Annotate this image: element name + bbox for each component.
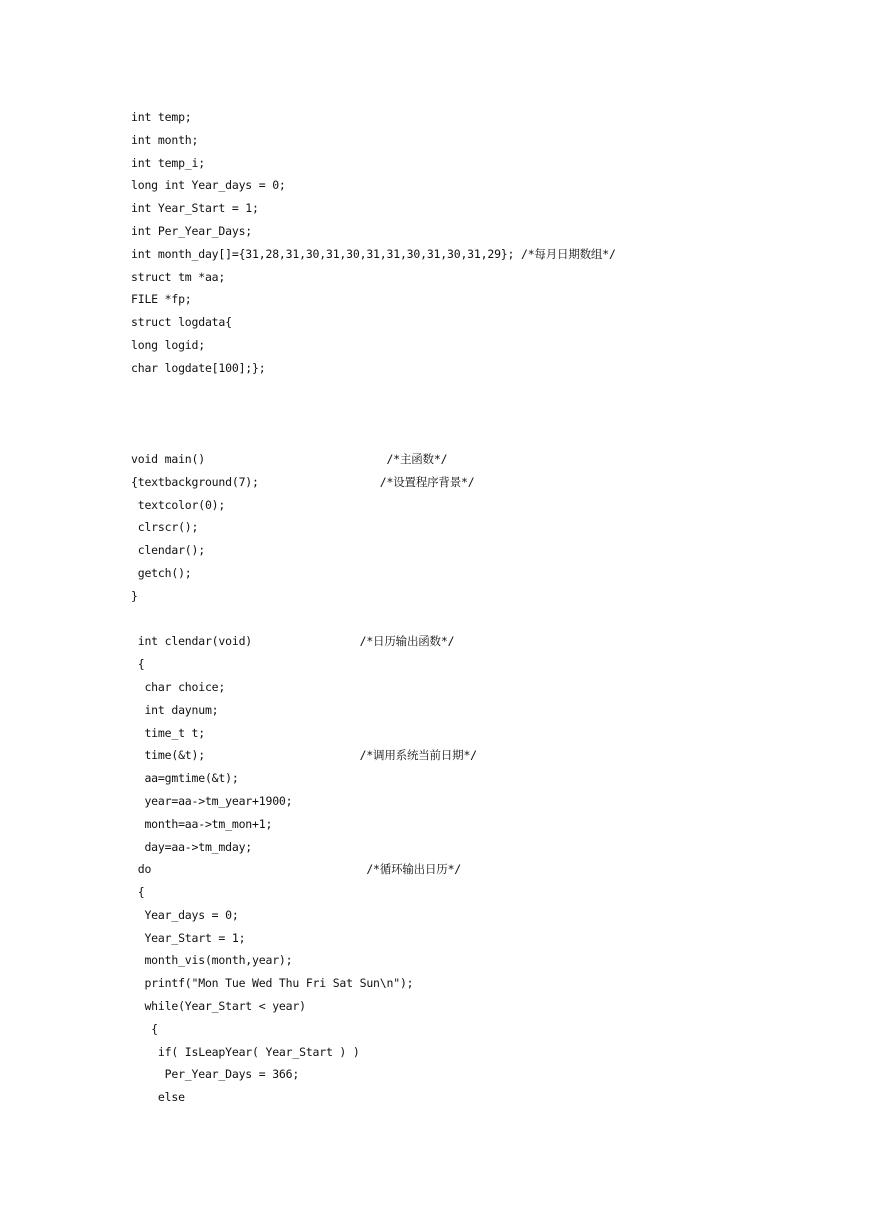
code-line: char choice; [131,679,226,694]
code-line: int temp; [131,110,192,124]
code-line: int month; [131,132,199,147]
code-line: long int Year_days = 0; [131,178,286,193]
code-line: int temp_i; [131,155,205,170]
code-line: { [131,657,145,672]
code-line: { [131,885,145,900]
code-line: } [131,588,138,603]
code-line [131,425,831,448]
code-line: clrscr(); [131,520,199,535]
code-line: time_t t; [131,725,205,740]
code-line: Year_days = 0; [131,907,239,922]
code-line: int clendar(void) /*日历输出函数*/ [131,634,455,649]
code-line [131,380,831,403]
code-line: void main() /*主函数*/ [131,451,448,466]
code-line: month=aa->tm_mon+1; [131,816,273,831]
code-line: if( IsLeapYear( Year_Start ) ) [131,1044,360,1059]
code-line: printf("Mon Tue Wed Thu Fri Sat Sun\n"); [131,976,414,991]
code-line: struct logdata{ [131,315,232,330]
code-line: clendar(); [131,543,205,558]
code-line: long logid; [131,337,205,352]
code-line [131,608,831,631]
code-line: int Per_Year_Days; [131,223,253,238]
code-line: month_vis(month,year); [131,953,293,968]
code-line: struct tm *aa; [131,269,226,284]
code-line: { [131,1021,158,1036]
code-line: {textbackground(7); /*设置程序背景*/ [131,474,475,489]
code-line: int daynum; [131,702,219,717]
code-line: year=aa->tm_year+1900; [131,793,293,808]
code-line: textcolor(0); [131,497,226,512]
code-line [131,402,831,425]
code-line: else [131,1090,185,1105]
code-line: do /*循环输出日历*/ [131,862,462,877]
code-line: char logdate[100];}; [131,360,266,375]
code-listing [131,106,831,1109]
code-line: while(Year_Start < year) [131,999,306,1014]
code-line: day=aa->tm_mday; [131,839,253,854]
code-line: int Year_Start = 1; [131,201,259,216]
code-line: time(&t); /*调用系统当前日期*/ [131,748,477,763]
code-line: Year_Start = 1; [131,930,246,945]
code-line: getch(); [131,565,192,580]
code-line: int month_day[]={31,28,31,30,31,30,31,31,30,31,30,31,29}; /*每月日期数组*/ [131,246,616,261]
code-line: FILE *fp; [131,292,192,307]
code-line: Per_Year_Days = 366; [131,1067,300,1082]
code-line: aa=gmtime(&t); [131,771,239,786]
